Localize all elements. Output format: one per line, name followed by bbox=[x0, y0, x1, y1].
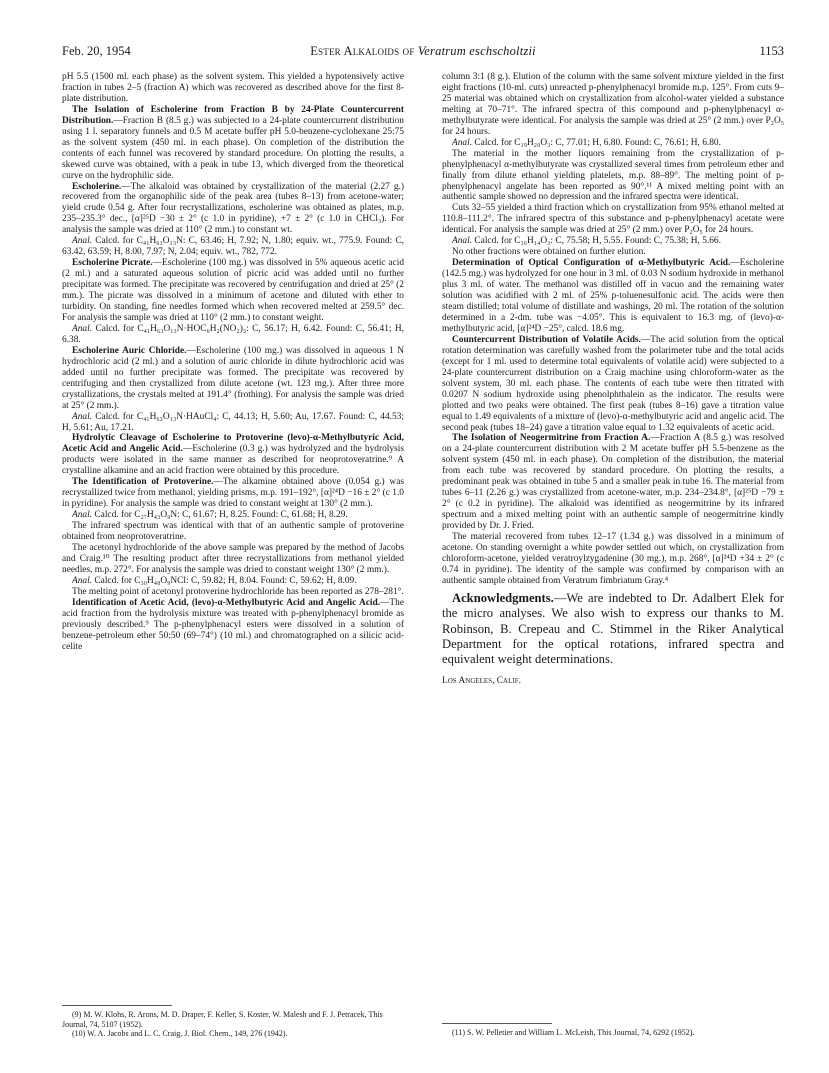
section-heading: Escholerine Picrate. bbox=[72, 258, 153, 269]
paragraph: The material in the mother liquors remaining from the crystallization of p-phenylphenacyl α-methylbutyrate was crystallized several times from petroleum ether and finally from dilute ethanol yielding platelets, m.p. 88–89°. The melting point of p-phenylphenacyl angelate has been reported as 90°.¹¹ A mixed melting point with an authentic sample showed no depression and the infrared spectra were identical. bbox=[442, 148, 784, 203]
section-acid-identification bbox=[62, 598, 404, 653]
analysis-line bbox=[62, 576, 404, 587]
section-picrate bbox=[62, 258, 404, 324]
footnote-10: (10) W. A. Jacobs and L. C. Craig, J. Biol. Chem., 149, 276 (1942). bbox=[72, 1029, 288, 1039]
section-heading: Countercurrent Distribution of Volatile Acids. bbox=[452, 334, 641, 345]
footnote-rule-right bbox=[442, 1023, 552, 1024]
acknowledgments-heading: Acknowledgments. bbox=[452, 590, 554, 605]
anal-label: Anal. bbox=[72, 236, 93, 247]
paragraph: column 3:1 (8 g.). Elution of the column with the same solvent mixture yielded in the first eight fractions (10-ml. cuts) unreacted p-phenylphenacyl bromide m.p. 125°. From cuts 9–25 material was obtained which on crystallization from alcohol-water yielded a substance melting at 70–71°. The infrared spectra of this compound and p-phenylphenacyl α-methylbutyrate were identical. For analysis the sample was dried at 25° (2 mm.) over P₂O₅ for 24 hours. bbox=[442, 72, 784, 137]
left-column bbox=[62, 72, 404, 653]
paragraph-text: —Escholerine (0.3 g.) was hydrolyzed and the hydrolysis products were isolated in the same manner as described for neoprotoveratrine.⁹ A crystalline alkamine and an acid fraction were obtained by this procedure. bbox=[62, 444, 404, 477]
analysis-text: Calcd. for C₄₁H₆₃O₁₃N·HOC₆H₂(NO₂)₃: C, 56.17; H, 6.42. Found: C, 56.41; H, 6.38. bbox=[62, 323, 404, 345]
analysis-text: Calcd. for C₄₁H₆₃O₁₃N: C, 63.46; H, 7.92; N, 1.80; equiv. wt., 775.9. Found: C, 63.42, 63.59; H, 8.00, 7.97; N, 2.04; equiv. wt., 782, 772. bbox=[62, 236, 404, 258]
paragraph-text: —The alkamine obtained above (0.054 g.) was recrystallized twice from methanol, yielding prisms, m.p. 191–192°, [α]²⁴D −16 ± 2° (c 1.0 in pyridine). For analysis the sample was dried to constant weight at 130° (2 mm.). bbox=[62, 477, 404, 510]
paragraph: Cuts 32–55 yielded a third fraction which on crystallization from 95% ethanol melted at 110.8–111.2°. The infrared spectra of this substance and p-phenylphenacyl acetate were identical. For analysis the sample was dried at 25° (2 mm.) over P₂O₅ for 24 hours. bbox=[442, 203, 784, 236]
acknowledgments-text: —We are indebted to Dr. Adalbert Elek for the micro analyses. We also wish to express our thanks to M. Robinson, B. Crepeau and C. Stimmel in the Riker Analytical Department for the optical rotations, infrared spectra and equivalent weight determinations. bbox=[442, 590, 784, 667]
analysis-line bbox=[62, 324, 404, 346]
section-volatile-acids bbox=[442, 335, 784, 434]
footnote-rule-left bbox=[62, 1005, 172, 1006]
section-optical-configuration bbox=[442, 258, 784, 335]
section-protoverine bbox=[62, 477, 404, 510]
paragraph: No other fractions were obtained on further elution. bbox=[452, 247, 646, 258]
anal-label: Anal. bbox=[452, 236, 473, 247]
paragraph: pH 5.5 (1500 ml. each phase) as the solvent system. This yielded a hypotensively active fraction in tubes 2–5 (fraction A) which was recovered as described above for the first 8-plate distribution. bbox=[62, 72, 404, 104]
section-heading: The Isolation of Neogermitrine from Fraction A. bbox=[452, 433, 651, 444]
anal-label: Anal. bbox=[452, 137, 473, 148]
section-heading: Hydrolytic Cleavage of Escholerine to Protoverine (levo)-α-Methylbutyric Acid, Acetic Acid and Angelic Acid. bbox=[62, 433, 404, 455]
section-heading: The Identification of Protoverine. bbox=[72, 477, 214, 488]
analysis-text: Calcd. for C₁₆H₁₄O₃: C, 75.58; H, 5.55. Found: C, 75.38; H, 5.66. bbox=[472, 236, 721, 247]
section-heading: Escholerine Auric Chloride. bbox=[72, 345, 187, 356]
analysis-text: Calcd. for C₂₇H₄₃O₉N: C, 61.67; H, 8.25. Found: C, 61.68; H, 8.29. bbox=[92, 510, 348, 521]
header-title-main: Ester Alkaloids of bbox=[310, 44, 418, 58]
section-heading: Identification of Acetic Acid, (levo)-α-Methylbutyric Acid and Angelic Acid. bbox=[72, 597, 381, 608]
right-column bbox=[442, 72, 784, 687]
section-hydrolytic-cleavage bbox=[62, 433, 404, 477]
section-auric-chloride bbox=[62, 346, 404, 412]
footnotes-right bbox=[442, 1028, 784, 1038]
acknowledgments bbox=[442, 591, 784, 668]
paragraph: The infrared spectrum was identical with that of an authentic sample of protoverine obtained from neoprotoveratrine. bbox=[62, 521, 404, 543]
paragraph-text: —The acid solution from the optical rotation determination was carefully washed from the polarimeter tube and the total acids (except for 1 ml. used to determine total equivalents of volatile acid) were subjected to a 24-plate countercurrent distribution on a Craig machine using chloroform-water as the solvent system, 30 ml. each phase. The contents of each tube were then titrated with 0.0207 N sodium hydroxide using phenolphthalein as the indicator. The results were plotted and two peaks were obtained. The first peak (tubes 8–16) gave a titration value equal to 1.49 equivalents of a mixture of (levo)-α-methylbutyric acid and angelic acid. The second peak (tubes 18–24) gave a titration value equal to 1.32 equivalents of acetic acid. bbox=[442, 334, 784, 433]
anal-label: Anal. bbox=[72, 510, 93, 521]
paragraph-text: —Escholerine (142.5 mg.) was hydrolyzed for one hour in 3 ml. of 0.03 N sodium hydroxide in methanol plus 3 ml. of water. The methanol was distilled off in vacuo and the remaining water solution was acidified with 2 ml. of 25% p-toluenesulfonic acid. The acids were then steam distilled; total volume of distillate and washings, 20 ml. The rotation of the solution determined in a 2-dm. tube was −4.05°. This is equivalent to 16.3 mg. of (levo)-α-methylbutyric acid, [α]²⁴D −25°, calcd. 18.6 mg. bbox=[442, 258, 784, 334]
footnotes-left bbox=[62, 1010, 404, 1039]
page-number: 1153 bbox=[759, 44, 784, 58]
header-title bbox=[62, 44, 784, 59]
header-title-species: Veratrum eschscholtzii bbox=[417, 44, 536, 58]
analysis-line bbox=[62, 510, 404, 521]
paragraph-text: —Escholerine (100 mg.) was dissolved in 5% aqueous acetic acid (2 ml.) and a saturated aqueous solution of picric acid was added until no further precipitate was formed. The precipitate was recovered by centrifugation and dried at 25° (2 mm.). The picrate was dissolved in a minimum of acetone and diluted with ether to turbidity. On standing, fine needles formed which when recovered melted at 259.5° dec. For analysis the sample was dried at 110° (2 mm.) to constant weight. bbox=[62, 258, 405, 323]
analysis-text: Calcd. for C₄₁H₆₃O₁₃N·HAuCl₄: C, 44.13; H, 5.60; Au, 17.67. Found: C, 44.53; H, 5.61; Au, 17.21. bbox=[62, 411, 404, 433]
paragraph-text: —The alkaloid was obtained by crystallization of the material (2.27 g.) recovered from the organophilic side of the peak area (tubes 8–13) from acetone-water; yield crude 0.54 g. After four recrystallizations, escholerine was obtained as plates, m.p. 235–235.3° dec., [α]²⁵D −30 ± 2° (c 1.0 in pyridine), +7 ± 2° (c 1.0 in CHCl₃). For analysis the sample was dried at 110° (2 mm.) to constant wt. bbox=[62, 181, 404, 236]
anal-label: Anal. bbox=[72, 323, 93, 334]
paragraph: The melting point of acetonyl protoverine hydrochloride has been reported as 278–281°. bbox=[72, 586, 404, 597]
analysis-line bbox=[442, 138, 784, 149]
paragraph: The material recovered from tubes 12–17 (1.34 g.) was dissolved in a minimum of acetone. On standing overnight a white powder settled out which, on crystallization from chloroform-acetone, yielded veratroylzygadenine (30 mg.), m.p. 268°, [α]²⁴D +34 ± 2° (c 0.74 in pyridine). The identity of the sample was confirmed by comparison with an authentic sample obtained from Veratrum fimbriatum Gray.⁴ bbox=[442, 532, 784, 586]
paragraph-text: —Fraction A (8.5 g.) was resolved on a 24-plate countercurrent distribution with 2 M acetate buffer pH 5.5-benzene as the solvent system (450 ml. in each phase). On completion of the distribution, the material from each tube was recovered by standard procedure. On plotting the results, a predominant peak was obtained in tube 5 and a smaller peak in tube 16. The material from tubes 6–11 (2.26 g.) was crystallized from acetone-water, m.p. 234–234.8°, [α]²⁵D −79 ± 2° (c 0.2 in pyridine). The alkaloid was identified as neogermitrine by its infrared spectrum and a mixed melting point with an authentic sample of neogermitrine kindly provided by Dr. J. Fried. bbox=[442, 433, 785, 532]
running-header bbox=[62, 44, 784, 64]
paragraph-text: —Escholerine (100 mg.) was dissolved in aqueous 1 N hydrochloric acid (2 ml.) and a solution of auric chloride in dilute hydrochloric acid was added until no further precipitate was formed. The precipitate was recovered by centrifuging and then crystallized from dilute acetone (wt. 123 mg.). After three more crystallizations, the crystals melted at 191.4° (frothing). For analysis the sample was dried at 25° (2 mm.). bbox=[62, 345, 404, 411]
analysis-text: Calcd. for C₁₉H₂₀O₃: C, 77.01; H, 6.80. Found: C, 76.61; H, 6.80. bbox=[472, 137, 721, 148]
paragraph: The acetonyl hydrochloride of the above sample was prepared by the method of Jacobs and Craig.¹⁰ The resulting product after three recrystallizations from methanol yielded needles, m.p. 272°. For analysis the sample was dried to constant weight 130° (2 mm.). bbox=[62, 542, 404, 575]
section-heading: Determination of Optical Configuration of α-Methylbutyric Acid. bbox=[452, 258, 731, 269]
analysis-line bbox=[442, 236, 784, 247]
paragraph-text: —Fraction B (8.5 g.) was subjected to a 24-plate countercurrent distribution using 1 l. separatory funnels and 0.5 M acetate buffer pH 5.0-benzene-cyclohexane 25:75 as the solvent system (450 ml. in each phase). On completion of the distribution the contents of each funnel was recovered by standard procedure. On plotting the results, a skewed curve was obtained, with a peak in tube 13, which diverged from the theoretical curve on the hydrophilic side. bbox=[62, 115, 404, 181]
section-heading: Escholerine. bbox=[72, 181, 122, 192]
analysis-line bbox=[62, 236, 404, 258]
section-escholerine-isolation bbox=[62, 105, 404, 182]
section-escholerine bbox=[62, 182, 404, 237]
header-date: Feb. 20, 1954 bbox=[62, 44, 131, 58]
footnote-11: (11) S. W. Pelletier and William L. McLeish, This Journal, 74, 6292 (1952). bbox=[452, 1028, 695, 1037]
affiliation-place: Los Angeles, Calif. bbox=[442, 675, 521, 686]
anal-label: Anal. bbox=[72, 575, 93, 586]
analysis-line bbox=[62, 412, 404, 434]
footnote-9: (9) M. W. Klohs, R. Arons, M. D. Draper, F. Keller, S. Koster, W. Malesh and F. J. Petracek, This Journal, 74, 5107 (1952). bbox=[62, 1010, 383, 1029]
anal-label: Anal. bbox=[72, 411, 93, 422]
analysis-text: Calcd. for C₃₀H₄₈O₉NCl: C, 59.82; H, 8.04. Found: C, 59.62; H, 8.09. bbox=[92, 575, 357, 586]
section-heading: The Isolation of Escholerine from Fraction B by 24-Plate Countercurrent Distribution. bbox=[62, 104, 404, 126]
section-neogermitrine bbox=[442, 433, 784, 532]
paragraph-text: —The acid fraction from the hydrolysis mixture was treated with p-phenylphenacyl bromide as previously described.⁹ The p-phenylphenacyl esters were dissolved in a solution of benzene-petroleum ether 50:50 (69–74°) (10 ml.) and chromatographed on a silicic acid-celite bbox=[62, 597, 404, 652]
